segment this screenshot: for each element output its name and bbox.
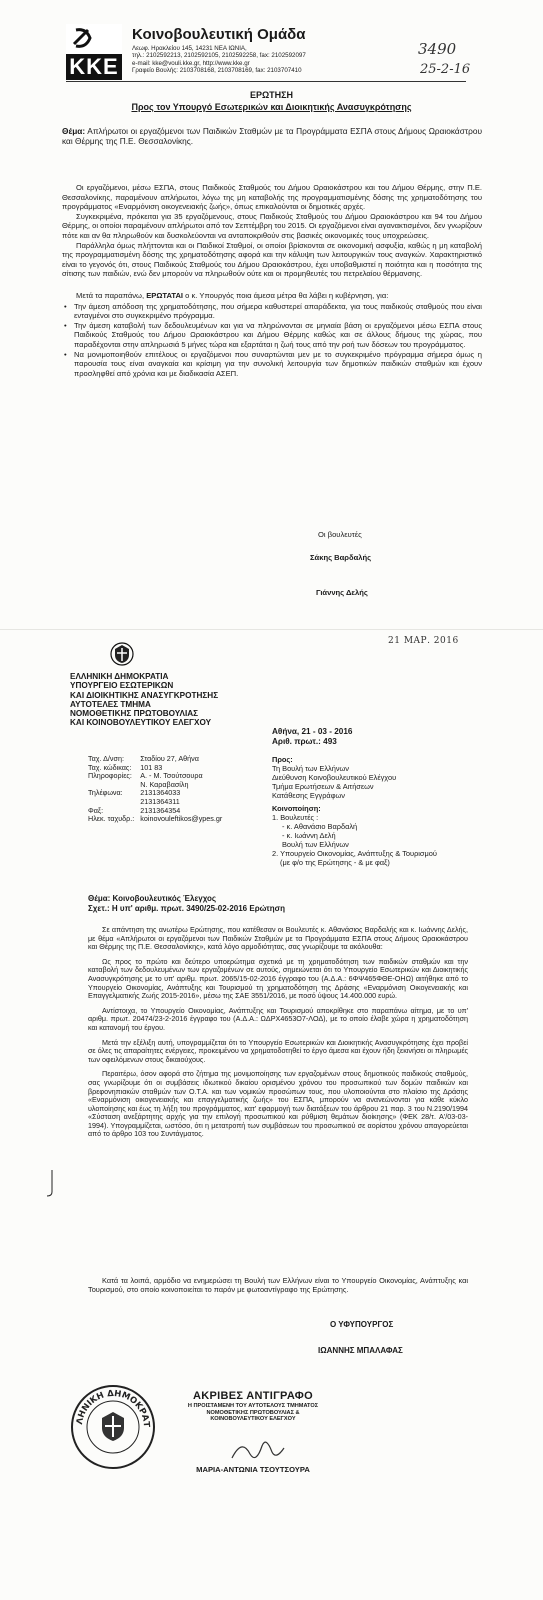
ask-intro-b: ΕΡΩΤΑΤΑΙ (146, 290, 184, 300)
org-line: ΚΑΙ ΚΟΙΝΟΒΟΥΛΕΥΤΙΚΟΥ ΕΛΕΓΧΟΥ (70, 718, 212, 728)
contact-row (88, 815, 228, 824)
contact-value: 2131364033 (140, 788, 181, 798)
contact-table (88, 755, 228, 824)
logo-text: ΚΚΕ (69, 54, 119, 79)
ask-intro-c: ο κ. Υπουργός ποια άμεσα μέτρα θα λάβει η κυβέρνηση, για: (185, 290, 389, 300)
to-label: Προς: (272, 755, 293, 764)
address-line: Λεωφ. Ηρακλείου 145, 14231 ΝΕΑ ΙΩΝΙΑ, (132, 45, 247, 52)
seal-text: ΛΗΝΙΚΗ ΔΗΜΟΚΡΑΤ (75, 1388, 152, 1428)
contact-key: Τηλέφωνα: (88, 788, 123, 798)
greek-emblem (110, 642, 134, 666)
cc-line: Βουλή των Ελλήνων (282, 840, 349, 849)
copy-stamp-lines (168, 1403, 338, 1423)
cc-line: 1. Βουλευτές : (272, 813, 319, 822)
contact-value: Α. - Μ. Τσούτσουρα (140, 771, 203, 781)
contact-key: Ταχ. Δ/νση: (88, 754, 124, 763)
to-line: Διεύθυνση Κοινοβουλευτικού Ελέγχου (272, 773, 397, 782)
signatory-2: Γιάννης Δελής (316, 588, 368, 597)
paragraph: Σε απάντηση της ανωτέρω Ερώτησης, που κατέθεσαν οι Βουλευτές κ. Αθανάσιος Βαρδαλής και κ. Ιωάννης Δελής, με θέμα «Απλήρωτοι οι εργαζόμενοι των Παιδικών Σταθμών με τα Προγράμματα ΕΣΠΑ στους Δήμους Ωραιοκάστρου και Θέρμης της Π.Ε. Θεσσαλονίκης», κατά λόγο αρμοδιότητας, σας γνωρίζουμε τα ακόλουθα: (88, 925, 468, 952)
bullet-item: • Την άμεση απόδοση της χρηματοδότησης, που σήμερα καθυστερεί απαράδεκτα, για τους παιδικούς σταθμούς που είναι ενταγμένοι στο συγκεκριμένο πρόγραμμα. (74, 302, 482, 321)
contact-value: Σταδίου 27, Αθήνα (140, 754, 199, 763)
to-line: Τμήμα Ερωτήσεων & Αιτήσεων (272, 782, 374, 791)
cc-label: Κοινοποίηση: (272, 804, 321, 813)
ask-intro-a: Μετά τα παραπάνω, (76, 290, 145, 300)
contact-value: Ν. Καραβασίλη (140, 779, 189, 789)
doc-type: ΕΡΩΤΗΣΗ (249, 90, 294, 100)
related-label: Σχετ.: (88, 904, 110, 913)
answer-subject (88, 894, 216, 904)
cc-line: (με φ/ο της Ερώτησης - & με φαξ) (280, 858, 390, 867)
paragraph: Μετά την εξέλιξη αυτή, υπογραμμίζεται ότι το Υπουργείο Εσωτερικών και Διοικητικής Ανασυγκρότησης έχει προβεί σε όλες τις απαραίτητες ενέργειες, προκειμένου να χρηματοδοτηθεί το έργο άμεσα και έχουν ήδη ξεκινήσει οι πληρωμές των οφειλόμενων στους δικαιούχους. (88, 1037, 468, 1064)
paragraph: Ως προς το πρώτο και δεύτερο υποερώτημα σχετικά με τη χρηματοδότηση των παιδικών σταθμών και την καταβολή των δεδουλευμένων των εργαζομένων σε αυτούς, σημειώνεται ότι το Υπουργείο Εσωτερικών και Διοικητικής Ανασυγκρότησης με το υπ' αριθμ. πρωτ. 2065/15-02-2016 έγγραφο του (Α.Δ.Α.: 6ΦΨ465ΦΘΕ-ΟΗΩ) αιτήθηκε από το Υπουργείο Οικονομίας, Ανάπτυξης και Τουρισμού τη χρηματοδότηση της Δράσης «Εναρμόνιση Οικογενειακής και Επαγγελματικής Ζωής 2015-2016», μέσω της ΣΑΕ 3551/2016, με ποσό ύψους 14.400.000 ευρώ. (88, 956, 468, 1001)
org-line: ΕΛΛΗΝΙΚΗ ΔΗΜΟΚΡΑΤΙΑ (70, 672, 169, 681)
recipient-line: Προς τον Υπουργό Εσωτερικών και Διοικητικής Ανασυγκρότησης (131, 102, 412, 112)
bullet-item: • Να μονιμοποιηθούν επιτέλους οι εργαζόμενοι που συναρτώνται μεν με το συγκεκριμένο πρόγραμμα σήμερα όμως η παρουσία τους είναι αναγκαία και κρίσιμη για την συνολική λειτουργία των δημοτικών παιδικών σταθμών και έχουν προσληφθεί από χρόνια και με διαδικασία ΑΣΕΠ. (74, 350, 482, 379)
copy-stamp-line: ΚΟΙΝΟΒΟΥΛΕΥΤΙΚΟΥ ΕΛΕΓΧΟΥ (210, 1416, 296, 1423)
related-text: Η υπ' αριθμ. πρωτ. 3490/25-02-2016 Ερώτηση (111, 904, 285, 913)
copy-stamp-line: ΝΟΜΟΘΕΤΙΚΗΣ ΠΡΩΤΟΒΟΥΛΙΑΣ & (206, 1409, 300, 1416)
paragraph: Περαιτέρω, όσον αφορά στο ζήτημα της μονιμοποίησης των εργαζομένων στους δημοτικούς παιδικούς σταθμούς, σας γνωρίζουμε ότι οι συμβάσεις ιδιωτικού δικαίου ορισμένου χρόνου του προσωπικού των δομών παιδικών και βρεφονηπιακών σταθμών των Ο.Τ.Α. και των νομικών προσώπων τους, που υλοποιούνται στο πλαίσιο της Δράσης «Εναρμόνιση οικογενειακής και επαγγελματικής ζωής» του ΕΣΠΑ, μπορούν να ανανεώνονται για κάθε κύκλο υλοποίησης και έως τη λήξη του προγράμματος, κατ' εφαρμογή των διατάξεων του άρθρου 21 παρ. 3 του Ν.2190/1994 «Σύσταση ανεξάρτητης αρχής για την επιλογή προσωπικού και ρύθμιση θεμάτων διοίκησης» (ΦΕΚ 28/τ. Α'/03-03-1994). Υπογραμμίζεται, ωστόσο, ότι η μετατροπή των συμβάσεων του προσωπικού σε αορίστου χρόνου απαγορεύεται από το άρθρο 103 του Συντάγματος. (88, 1069, 468, 1139)
protocol-number: Αριθ. πρωτ.: 493 (272, 737, 337, 746)
header-rule (66, 81, 466, 82)
answer-related (88, 904, 285, 914)
copy-stamp-name: ΜΑΡΙΑ-ΑΝΤΩΝΙΑ ΤΣΟΥΤΣΟΥΡΑ (196, 1464, 310, 1474)
contact-value: koinovouleftikos@ypes.gr (140, 814, 223, 824)
to-line: Κατάθεσης Εγγράφων (272, 791, 345, 800)
seal-icon (70, 1384, 156, 1470)
question-body (62, 183, 482, 378)
subject-text: Κοινοβουλευτικός Έλεγχος (112, 894, 217, 903)
contact-value: 2131364311 (140, 796, 180, 806)
signatory-1: Σάκης Βαρδαλής (310, 553, 372, 562)
org-line: ΑΥΤΟΤΕΛΕΣ ΤΜΗΜΑ (70, 699, 151, 709)
stamp-date: 21 ΜΑΡ. 2016 (388, 636, 459, 646)
cc-line: - κ. Ιωάννη Δελή (282, 831, 336, 840)
address-line: Γραφείο Βουλής: 2103708168, 2103708169, fax: 2103707410 (132, 67, 302, 75)
org-name: Κοινοβουλευτική Ομάδα (132, 26, 306, 43)
signature-title: Οι βουλευτές (318, 530, 362, 539)
signer-name: ΙΩΑΝΝΗΣ ΜΠΑΛΑΦΑΣ (318, 1346, 403, 1355)
contact-value: 101 83 (140, 762, 163, 772)
copy-stamp-line: Η ΠΡΟΙΣΤΑΜΕΝΗ ΤΟΥ ΑΥΤΟΤΕΛΟΥΣ ΤΜΗΜΑΤΟΣ (187, 1403, 319, 1409)
official-seal (70, 1384, 156, 1470)
address-line: τηλ.: 2102592213, 2102592105, 2102592258, fax: 2102592097 (132, 52, 306, 60)
header-address (132, 45, 362, 75)
place-date: Αθήνα, 21 - 03 - 2016 (272, 727, 353, 736)
answer-body (88, 926, 468, 1145)
contact-key: Ηλεκ. ταχυδρ.: (88, 814, 135, 824)
subject (62, 126, 482, 147)
handwritten-date: 25-2-16 (420, 62, 471, 77)
ask-intro (62, 291, 482, 301)
answer-page (0, 630, 543, 1600)
contact-key: Φαξ: (88, 805, 104, 815)
paragraph: Οι εργαζόμενοι, μέσω ΕΣΠΑ, στους Παιδικούς Σταθμούς του Δήμου Ωραιοκάστρου και του Δήμου Θέρμης, στην Π.Ε. Θεσσαλονίκης, παραμένουν απλήρωτοι, λόγω της μη καταβολής της προγραμματισμένης δόσης της χρηματοδότησης του προγράμματος «Εναρμόνιση οικογενειακής ζωής», όπως επικαλούνται οι δημοτικές αρχές. (62, 183, 482, 212)
closing-paragraph: Κατά τα λοιπά, αρμόδιο να ενημερώσει τη Βουλή των Ελλήνων είναι το Υπουργείο Οικονομίας, Ανάπτυξης και Τουρισμού, στο οποίο κοινοποιείται το παρόν με φωτοαντίγραφο της Ερώτησης. (88, 1276, 468, 1294)
subject-text: Απλήρωτοι οι εργαζόμενοι των Παιδικών Σταθμών με τα Προγράμματα ΕΣΠΑ στους Δήμους Ωραιοκάστρου και Θέρμης της Π.Ε. Θεσσαλονίκης. (62, 126, 482, 147)
cc-line: 2. Υπουργείο Οικονομίας, Ανάπτυξης & Τουρισμού (272, 849, 437, 858)
signer-title: Ο ΥΦΥΠΟΥΡΓΟΣ (330, 1320, 394, 1329)
contact-value: 2131364354 (140, 805, 181, 815)
question-page (0, 0, 543, 630)
address-line: e-mail: kke@vouli.kke.gr, http://www.kke.gr (132, 59, 250, 67)
contact-key: Πληροφορίες: (88, 771, 132, 781)
subject-label: Θέμα: (88, 894, 111, 903)
org-line: ΚΑΙ ΔΙΟΙΚΗΤΙΚΗΣ ΑΝΑΣΥΓΚΡΟΤΗΣΗΣ (70, 690, 219, 700)
recipients (272, 755, 512, 867)
paragraph: Συγκεκριμένα, πρόκειται για 35 εργαζόμενους, στους Παιδικούς Σταθμούς του Δήμου Ωραιοκάστρου και 94 του Δήμου Θέρμης, οι οποίοι παραμένουν απλήρωτοι από τον Σεπτέμβρη του 2015. Οι εργαζόμενοι είναι αγανακτισμένοι, δεν γνωρίζουν πότε και αν θα πληρωθούν και δυσκολεύονται να ανταποκριθούν στις βασικές οικονομικές τους υποχρεώσεις. (62, 211, 482, 240)
kke-logo (66, 24, 122, 80)
paragraph: Παράλληλα όμως πλήττονται και οι Παιδικοί Σταθμοί, οι οποίοι βρίσκονται σε οικονομική ασφυξία, καθώς η μη καταβολή της προγραμματισμένη δόσης της χρηματοδότησης αφορά και την κάλυψη των λειτουργικών τους αναγκών. Χαρακτηριστικό είναι το γεγονός ότι, στους Παιδικούς Σταθμούς του Δήμου Ωραιοκάστρου, έχει υποβαθμιστεί η ποιότητα και η ποσότητα της σίτισης των παιδιών, ενώ δεν μπορούν να πληρωθούν ούτε και οι προμηθευτές του πετρελαίου θέρμανσης. (62, 240, 482, 279)
paragraph: Αντίστοιχα, το Υπουργείο Οικονομίας, Ανάπτυξης και Τουρισμού αποκρίθηκε στο παραπάνω αίτημα, με το υπ' αριθμ. πρωτ. 20474/23-2-2016 έγγραφο του (Α.Δ.Α.: ΩΔΡΧ4653Ο7-ΛΟΔ), με το οποίο έλαβε χώρα η χρηματοδότηση και κατανομή του έργου. (88, 1005, 468, 1032)
stamp-signature (228, 1436, 288, 1466)
question-bullets (62, 302, 482, 379)
cc-line: - κ. Αθανάσιο Βαρδαλή (282, 822, 358, 831)
bullet-item: • Την άμεση καταβολή των δεδουλευμένων και για να πληρώνονται σε μηνιαία βάση οι εργαζόμενοι μέσω ΕΣΠΑ στους Παιδικούς Σταθμούς του Δήμου Ωραιοκάστρου και Δήμου Θέρμης καθώς και σε άλλους δήμους της χώρας, που παραδέχονται στην απληρωσιά 5 μήνες τώρα και εξαρτάται η ζωή τους από την ροή των δόσεων του προγράμματος. (74, 321, 482, 350)
ministry-header (70, 672, 218, 728)
copy-stamp (168, 1390, 338, 1474)
handwritten-number: 3490 (418, 40, 457, 58)
emblem-icon (110, 642, 134, 666)
org-line: ΝΟΜΟΘΕΤΙΚΗΣ ΠΡΩΤΟΒΟΥΛΙΑΣ (70, 709, 199, 719)
margin-mark (46, 1170, 56, 1198)
subject-label: Θέμα: (62, 126, 86, 136)
org-line: ΥΠΟΥΡΓΕΙΟ ΕΣΩΤΕΡΙΚΩΝ (70, 681, 174, 691)
to-line: Τη Βουλή των Ελλήνων (272, 764, 350, 773)
copy-stamp-title: ΑΚΡΙΒΕΣ ΑΝΤΙΓΡΑΦΟ (193, 1390, 313, 1402)
contact-key: Ταχ. κώδικας: (88, 762, 132, 772)
